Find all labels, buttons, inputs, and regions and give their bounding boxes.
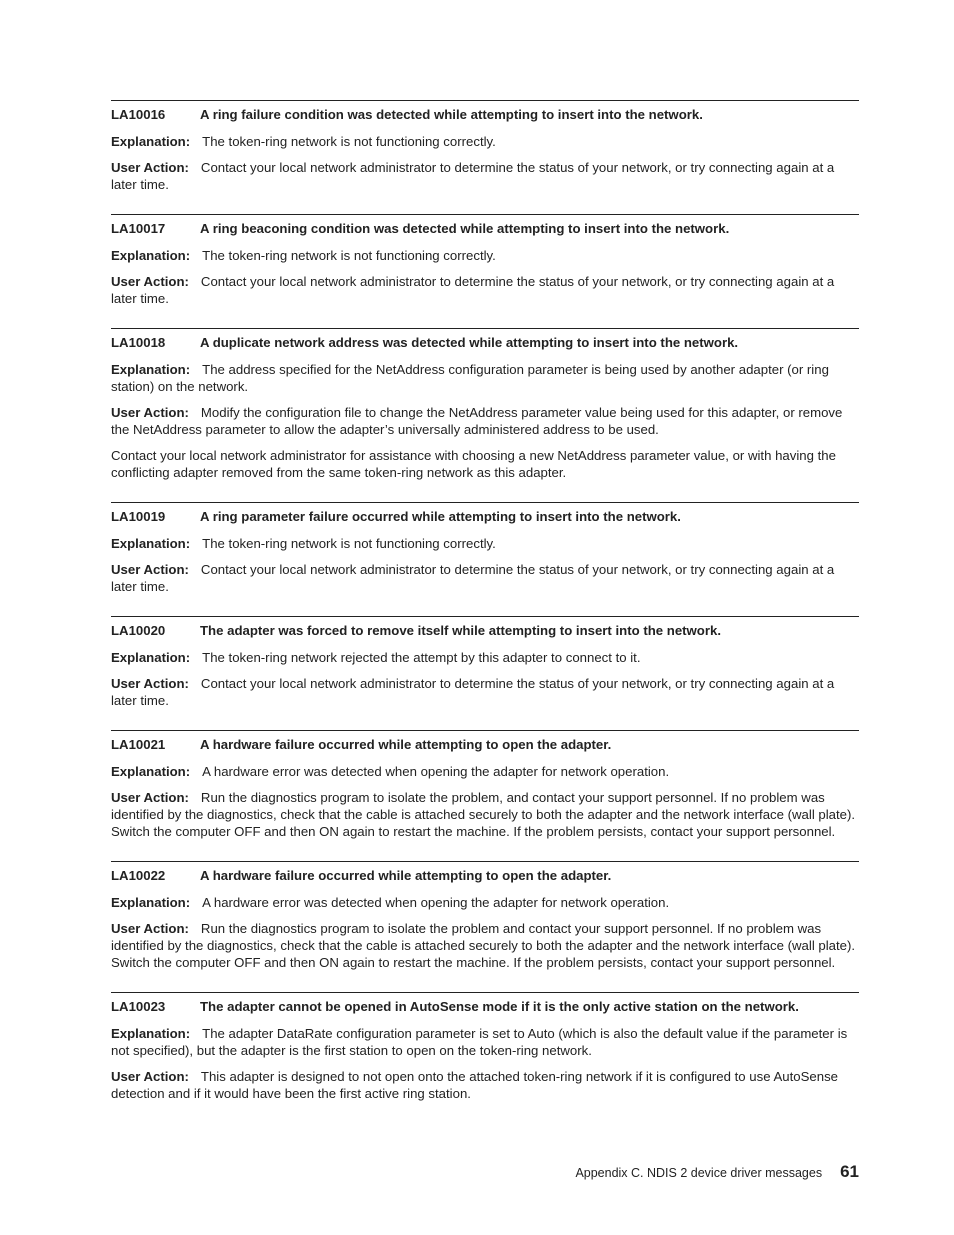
message-title: A hardware failure occurred while attempting to open the adapter. [200,737,612,752]
user-action-label: User Action: [111,790,189,805]
explanation-text: The token-ring network is not functioning correctly. [202,134,496,149]
message-id: LA10018 [111,335,166,350]
message-entry [111,100,859,193]
footer-title: Appendix C. NDIS 2 device driver messages [575,1166,823,1180]
message-entry [111,616,859,709]
user-action-paragraph [111,273,859,307]
user-action-paragraph [111,404,859,438]
user-action-label: User Action: [111,160,189,175]
explanation-paragraph [111,649,859,666]
explanation-label: Explanation: [111,362,191,377]
user-action-text: Modify the configuration file to change the NetAddress parameter value being used for this adapter, or remove the NetAddress parameter to allow the adapter’s universally administered address to be used. [111,405,843,437]
message-title: The adapter cannot be opened in AutoSense mode if it is the only active station on the network. [200,999,799,1014]
explanation-text: The token-ring network is not functioning correctly. [202,536,496,551]
message-entry [111,214,859,307]
user-action-paragraph [111,1068,859,1102]
explanation-label: Explanation: [111,536,191,551]
message-heading [111,221,859,237]
user-action-label: User Action: [111,921,189,936]
message-title: The adapter was forced to remove itself while attempting to insert into the network. [200,623,721,638]
user-action-paragraph [111,920,859,971]
explanation-label: Explanation: [111,895,191,910]
message-heading [111,107,859,123]
message-entry [111,730,859,840]
user-action-paragraph [111,675,859,709]
message-heading [111,623,859,639]
explanation-text: The token-ring network is not functioning correctly. [202,248,496,263]
additional-action-paragraph: Contact your local network administrator for assistance with choosing a new NetAddress parameter value, or with having the conflicting adapter removed from the same token-ring network as this adapter. [111,448,836,480]
message-id: LA10023 [111,999,166,1014]
message-heading [111,335,859,351]
user-action-paragraph [111,561,859,595]
explanation-paragraph [111,894,859,911]
explanation-label: Explanation: [111,1026,191,1041]
explanation-label: Explanation: [111,248,191,263]
explanation-paragraph [111,763,859,780]
explanation-paragraph [111,361,859,395]
message-heading [111,509,859,525]
message-entry [111,861,859,971]
explanation-text: A hardware error was detected when opening the adapter for network operation. [202,764,670,779]
message-title: A ring parameter failure occurred while attempting to insert into the network. [200,509,681,524]
explanation-text: The token-ring network rejected the attempt by this adapter to connect to it. [202,650,641,665]
page-footer [575,1162,859,1182]
explanation-text: A hardware error was detected when opening the adapter for network operation. [202,895,670,910]
user-action-paragraph [111,789,859,840]
message-id: LA10022 [111,868,166,883]
message-title: A ring failure condition was detected while attempting to insert into the network. [200,107,703,122]
user-action-text: Contact your local network administrator to determine the status of your network, or try connecting again at a later time. [111,676,835,708]
user-action-text: Contact your local network administrator to determine the status of your network, or try connecting again at a later time. [111,274,835,306]
user-action-text: Run the diagnostics program to isolate the problem, and contact your support personnel. If no problem was identified by the diagnostics, check that the cable is attached securely to both the adapter and the network interface (wall plate). Switch the computer OFF and then ON again to restart the machine. If the problem persists, contact your support personnel. [111,790,856,839]
explanation-paragraph [111,133,859,150]
message-list [111,100,859,1123]
message-id: LA10016 [111,107,166,122]
user-action-label: User Action: [111,676,189,691]
message-id: LA10017 [111,221,166,236]
message-entry [111,502,859,595]
user-action-label: User Action: [111,274,189,289]
user-action-text: Contact your local network administrator to determine the status of your network, or try connecting again at a later time. [111,160,835,192]
message-title: A ring beaconing condition was detected while attempting to insert into the network. [200,221,730,236]
explanation-text: The adapter DataRate configuration parameter is set to Auto (which is also the default value if the parameter is not specified), but the adapter is the first station to open on the token-ring network. [111,1026,848,1058]
user-action-label: User Action: [111,562,189,577]
user-action-paragraph [111,159,859,193]
user-action-text: This adapter is designed to not open onto the attached token-ring network if it is configured to use AutoSense detection and if it would have been the first active ring station. [111,1069,838,1101]
message-id: LA10020 [111,623,166,638]
message-title: A duplicate network address was detected while attempting to insert into the network. [200,335,739,350]
message-entry [111,992,859,1102]
user-action-label: User Action: [111,1069,189,1084]
explanation-paragraph [111,247,859,264]
message-heading [111,999,859,1015]
message-id: LA10019 [111,509,166,524]
message-heading [111,868,859,884]
explanation-paragraph [111,1025,859,1059]
message-id: LA10021 [111,737,166,752]
explanation-text: The address specified for the NetAddress configuration parameter is being used by another adapter (or ring station) on the network. [111,362,829,394]
user-action-text: Contact your local network administrator to determine the status of your network, or try connecting again at a later time. [111,562,835,594]
message-title: A hardware failure occurred while attempting to open the adapter. [200,868,612,883]
explanation-label: Explanation: [111,650,191,665]
user-action-label: User Action: [111,405,189,420]
message-heading [111,737,859,753]
user-action-text: Run the diagnostics program to isolate the problem and contact your support personnel. If no problem was identified by the diagnostics, check that the cable is attached securely to both the adapter and the network interface (wall plate). Switch the computer OFF and then ON again to restart the machine. If the problem persists, contact your support personnel. [111,921,856,970]
explanation-paragraph [111,535,859,552]
explanation-label: Explanation: [111,134,191,149]
message-entry [111,328,859,481]
explanation-label: Explanation: [111,764,191,779]
page-number: 61 [840,1162,859,1181]
